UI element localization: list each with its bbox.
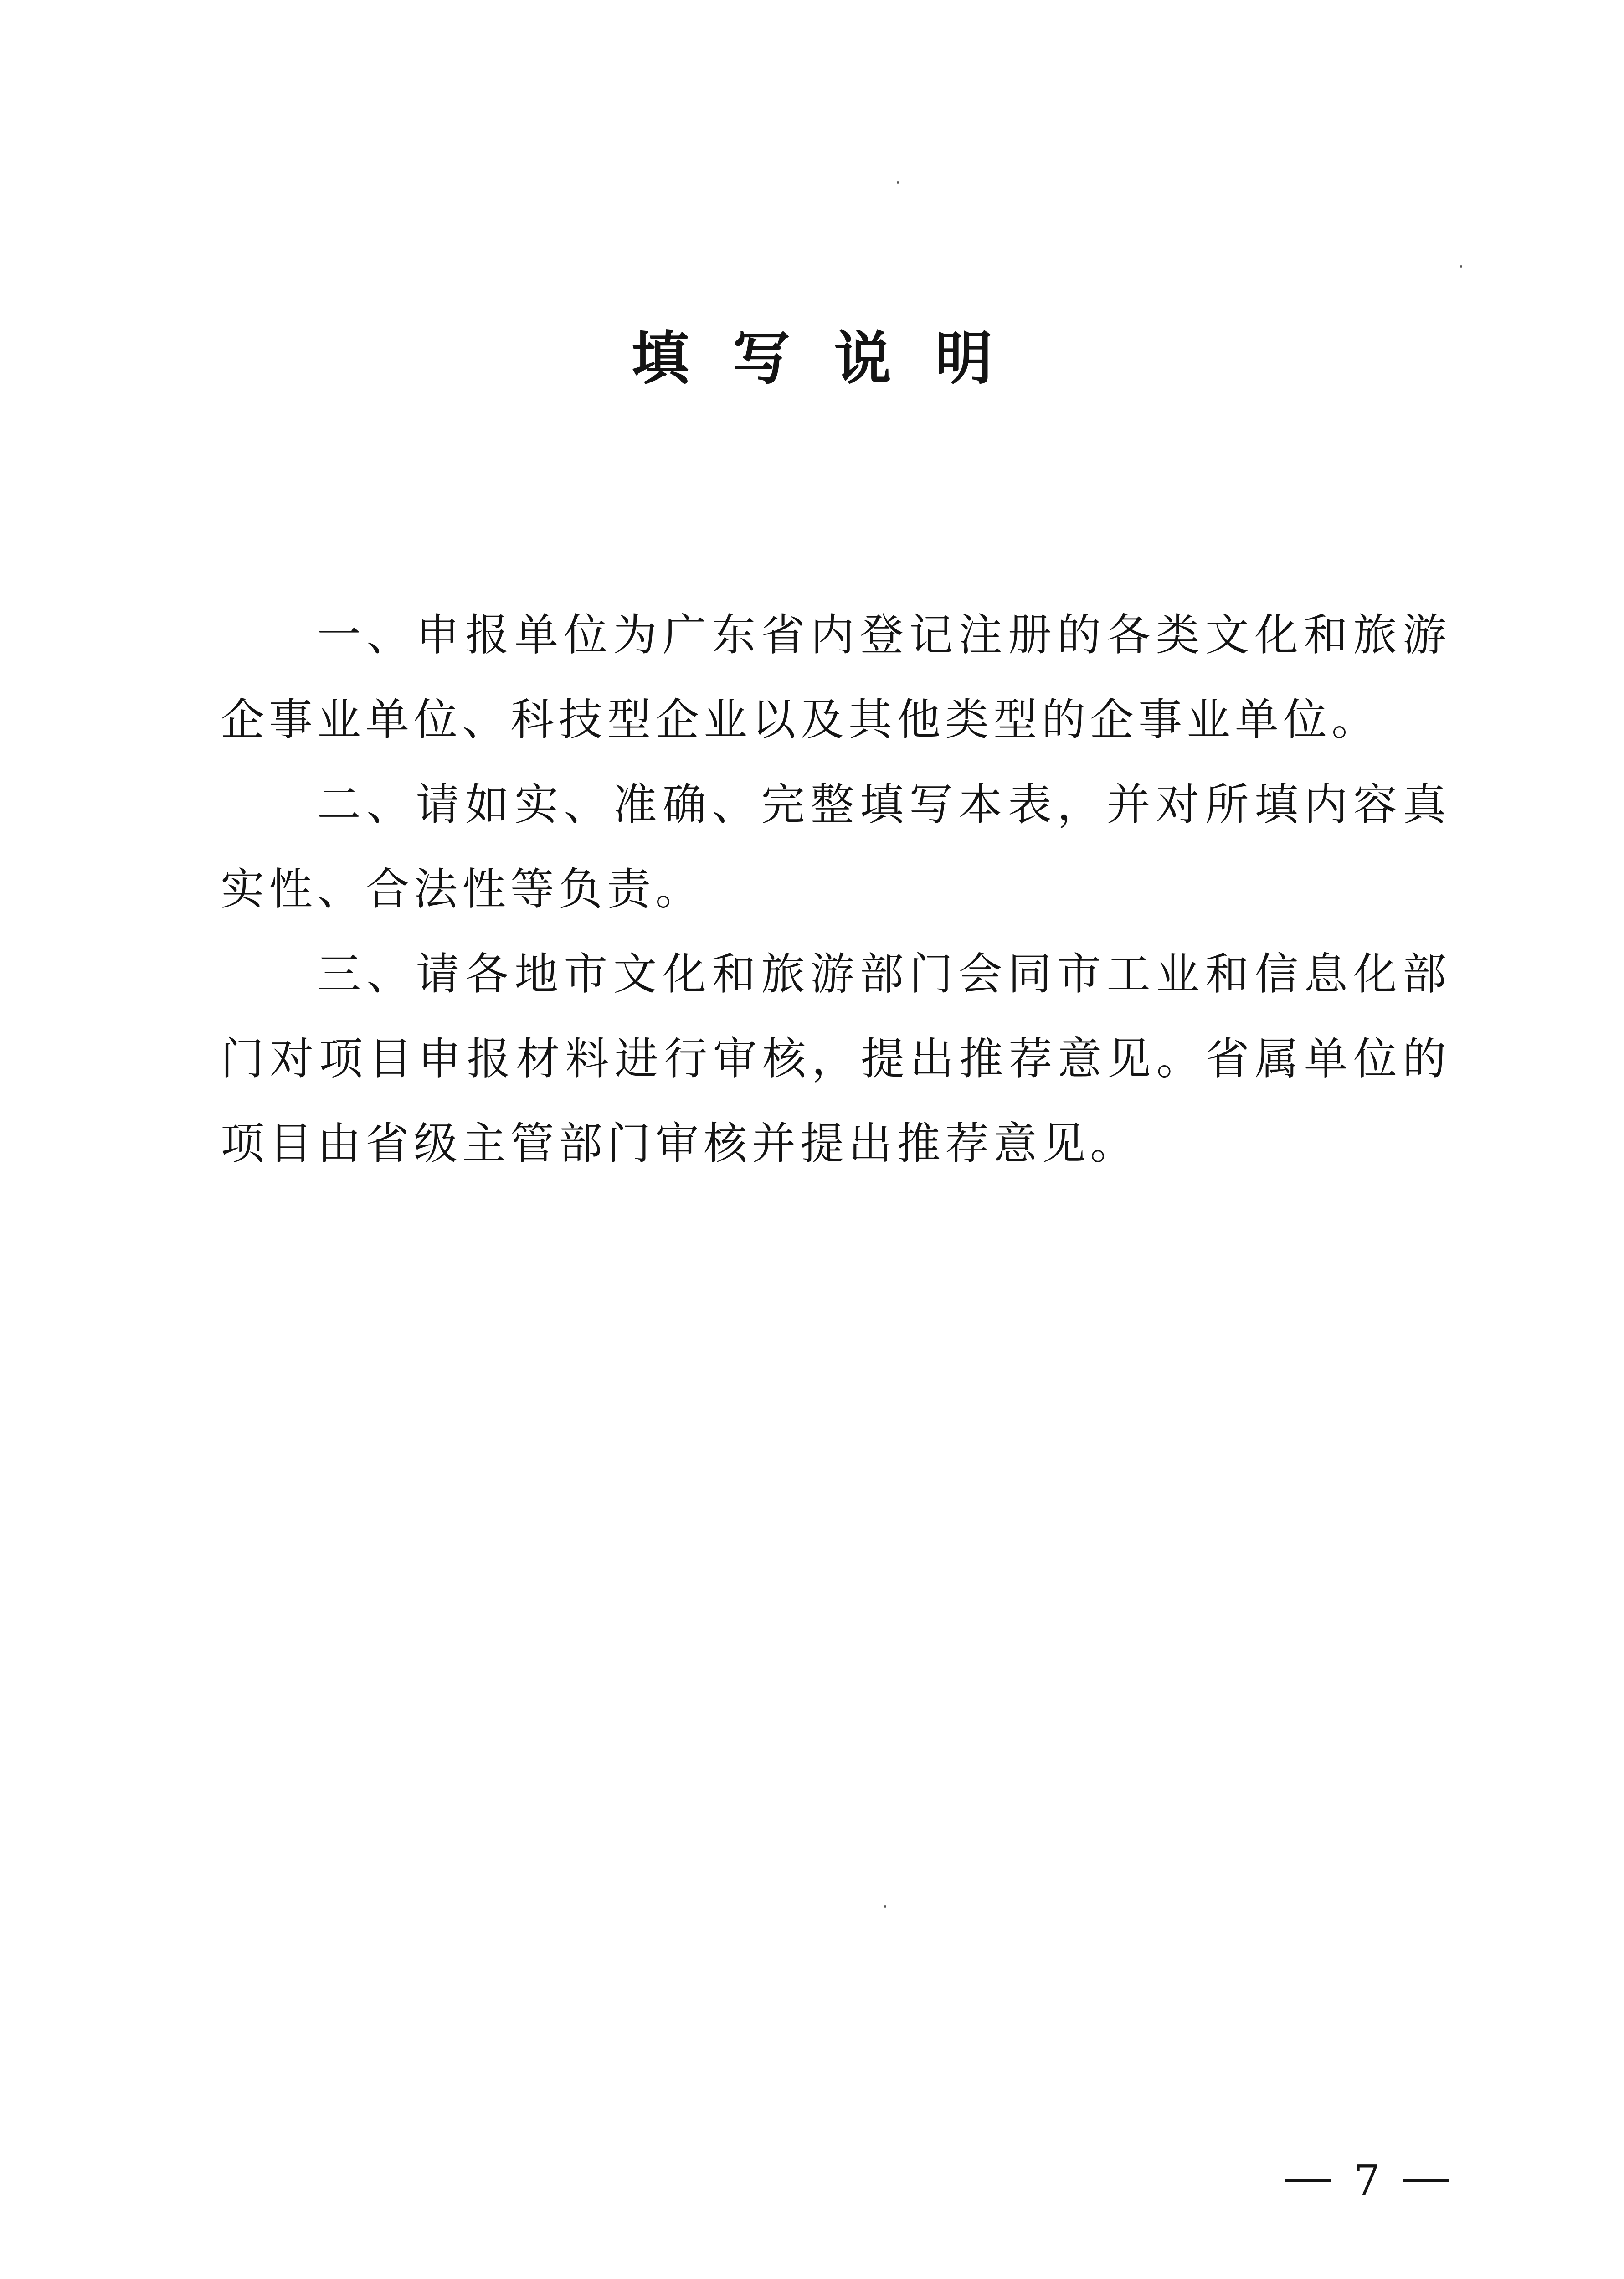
page-title: 填写说明: [632, 325, 1036, 392]
instruction-paragraph-3: 三、请各地市文化和旅游部门会同市工业和信息化部门对项目申报材料进行审核，提出推荐意见。省属单位的项目由省级主管部门审核并提出推荐意见。: [221, 949, 1451, 1169]
page-number: 7: [1353, 2156, 1381, 2205]
scan-speck: [1460, 265, 1462, 268]
page-number-footer: [1285, 2156, 1449, 2205]
right-dash: [1403, 2179, 1449, 2182]
left-dash: [1285, 2179, 1331, 2182]
instruction-paragraph-2: 二、请如实、准确、完整填写本表，并对所填内容真实性、合法性等负责。: [221, 779, 1451, 915]
instruction-paragraph-1: 一、申报单位为广东省内登记注册的各类文化和旅游企事业单位、科技型企业以及其他类型的企事业单位。: [221, 609, 1451, 745]
scan-speck: [884, 1905, 886, 1908]
instructions-body: [221, 593, 1451, 1186]
scan-speck: [897, 181, 899, 184]
